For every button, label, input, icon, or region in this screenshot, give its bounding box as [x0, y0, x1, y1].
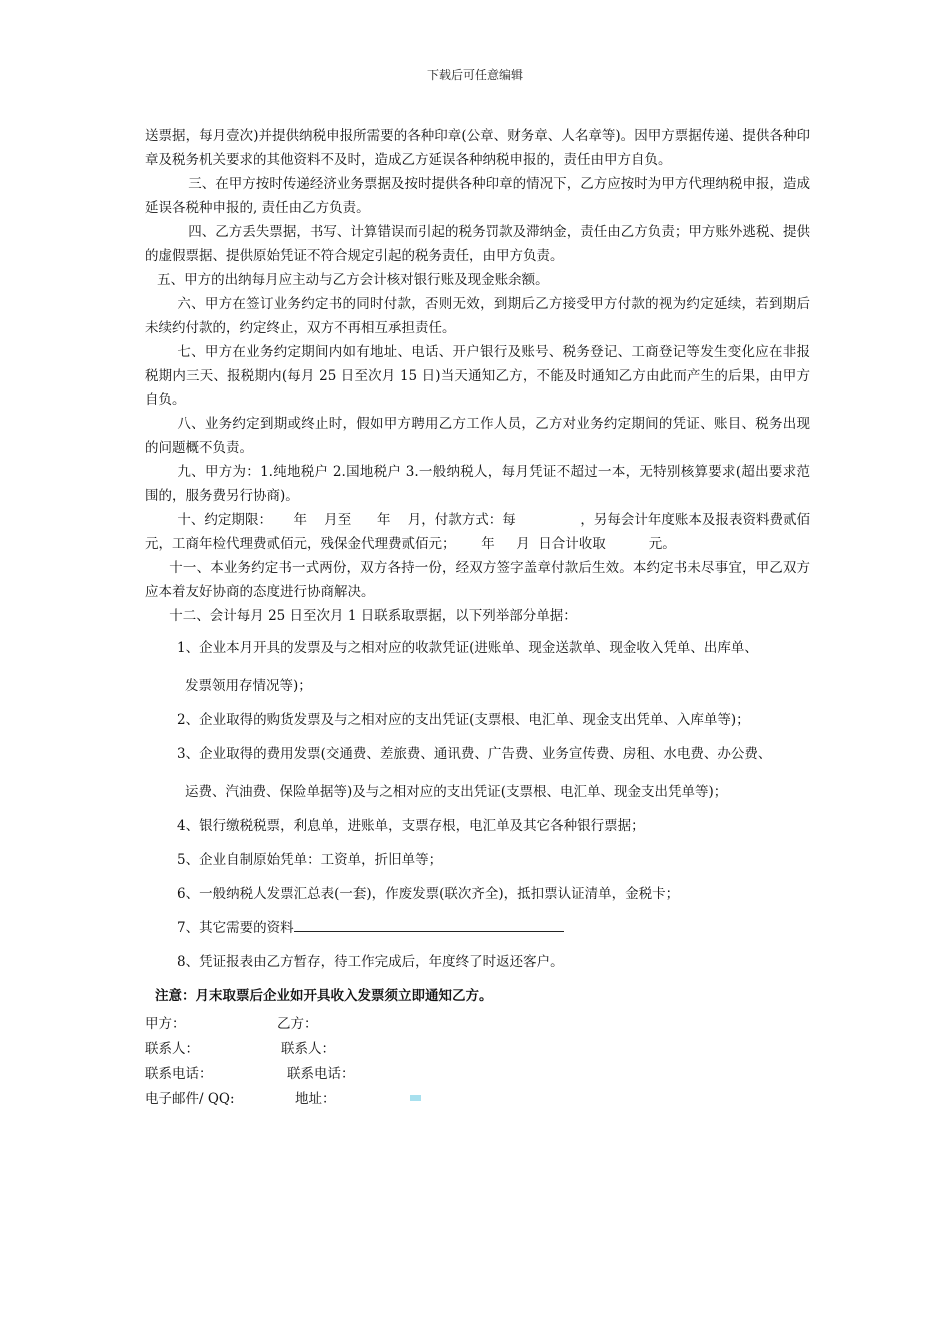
- party-a-email-label: 电子邮件/ QQ:: [145, 1091, 235, 1107]
- list-item-text: 4、银行缴税税票，利息单，进账单，支票存根，电汇单及其它各种银行票据；: [177, 818, 645, 834]
- paragraph-8: 八、业务约定到期或终止时，假如甲方聘用乙方工作人员，乙方对业务约定期间的凭证、账目、税务出现的问题概不负责。: [145, 416, 810, 456]
- bold-note: 注意：月末取票后企业如开具收入发票须立即通知乙方。: [155, 988, 493, 1004]
- page-header: 下载后可任意编辑: [426, 68, 523, 82]
- party-b-contact-label: 联系人：: [281, 1041, 335, 1057]
- list-item-text: 8、凭证报表由乙方暂存，待工作完成后，年度终了时返还客户。: [177, 954, 564, 970]
- list-item: [145, 704, 810, 736]
- list-item: [145, 946, 810, 978]
- contact-block: [145, 1012, 810, 1112]
- contact-row: [145, 1037, 810, 1062]
- document-body: [145, 124, 810, 1112]
- paragraph-3: 三、在甲方按时传递经济业务票据及按时提供各种印章的情况下，乙方应按时为甲方代理纳税申报，造成延误各税种申报的, 责任由乙方负责。: [145, 176, 810, 216]
- party-b-phone-label: 联系电话：: [287, 1066, 355, 1082]
- list-item: [145, 738, 810, 808]
- list-item: [145, 844, 810, 876]
- contact-row: [145, 1062, 810, 1087]
- list-item-text: 5、企业自制原始凭单：工资单，折旧单等；: [177, 852, 443, 868]
- document-list: [145, 632, 810, 978]
- paragraph-continued: 送票据，每月壹次)并提供纳税申报所需要的各种印章(公章、财务章、人名章等)。因甲方票据传递、提供各种印章及税务机关要求的其他资料不及时，造成乙方延误各种纳税申报的，责任由甲方自负。: [145, 128, 810, 168]
- contact-row: [145, 1012, 810, 1037]
- party-b-address-label: 地址：: [295, 1091, 336, 1107]
- paragraph-12: 十二、会计每月 25 日至次月 1 日联系取票据，以下列举部分单据：: [169, 608, 577, 624]
- paragraph-6: 六、甲方在签订业务约定书的同时付款，否则无效，到期后乙方接受甲方付款的视为约定延续，若到期后未续约付款的，约定终止，双方不再相互承担责任。: [145, 296, 810, 336]
- list-item: [145, 912, 810, 944]
- list-item: [145, 810, 810, 842]
- party-a-phone-label: 联系电话：: [145, 1066, 213, 1082]
- list-item: [145, 632, 810, 702]
- list-item: [145, 878, 810, 910]
- highlight-mark: [410, 1095, 421, 1101]
- party-a-contact-label: 联系人：: [145, 1041, 199, 1057]
- list-item-text: 6、一般纳税人发票汇总表(一套)，作废发票(联次齐全)，抵扣票认证清单，金税卡；: [177, 886, 680, 902]
- list-item-text: 1、企业本月开具的发票及与之相对应的收款凭证(进账单、现金送款单、现金收入凭单、出库单、: [177, 640, 758, 656]
- list-item-text: 2、企业取得的购货发票及与之相对应的支出凭证(支票根、电汇单、现金支出凭单、入库单等)；: [177, 712, 750, 728]
- party-b-label: 乙方：: [277, 1016, 318, 1032]
- list-item-text: 3、企业取得的费用发票(交通费、差旅费、通讯费、广告费、业务宣传费、房租、水电费、办公费、: [177, 746, 772, 762]
- list-item-continuation: 运费、汽油费、保险单据等)及与之相对应的支出凭证(支票根、电汇单、现金支出凭单等)；: [185, 784, 728, 800]
- paragraph-11: 十一、本业务约定书一式两份，双方各持一份，经双方签字盖章付款后生效。本约定书未尽事宜，甲乙双方应本着友好协商的态度进行协商解决。: [145, 560, 810, 600]
- paragraph-10: 十、约定期限： 年 月至 年 月，付款方式：每 ，另每会计年度账本及报表资料费贰佰元，工商年检代理费贰佰元，残保金代理费贰佰元； 年 月 日合计收取 元。: [145, 512, 810, 552]
- paragraph-9: 九、甲方为：1.纯地税户 2.国地税户 3.一般纳税人，每月凭证不超过一本，无特别核算要求(超出要求范围的，服务费另行协商)。: [145, 464, 810, 504]
- list-item-text: 7、其它需要的资料: [177, 920, 294, 936]
- fill-in-blank-line: [294, 917, 564, 932]
- party-a-label: 甲方：: [145, 1016, 186, 1032]
- list-item-continuation: 发票领用存情况等)；: [185, 678, 312, 694]
- paragraph-5: 五、甲方的出纳每月应主动与乙方会计核对银行账及现金账余额。: [157, 272, 549, 288]
- paragraph-7: 七、甲方在业务约定期间内如有地址、电话、开户银行及账号、税务登记、工商登记等发生变化应在非报税期内三天、报税期内(每月 25 日至次月 15 日)当天通知乙方，不能及时通知乙方由此而产生的后果，由甲方自负。: [145, 344, 810, 408]
- paragraph-4: 四、乙方丢失票据，书写、计算错误而引起的税务罚款及滞纳金，责任由乙方负责；甲方账外逃税、提供的虚假票据、提供原始凭证不符合规定引起的税务责任，由甲方负责。: [145, 224, 810, 264]
- contact-row: [145, 1087, 810, 1112]
